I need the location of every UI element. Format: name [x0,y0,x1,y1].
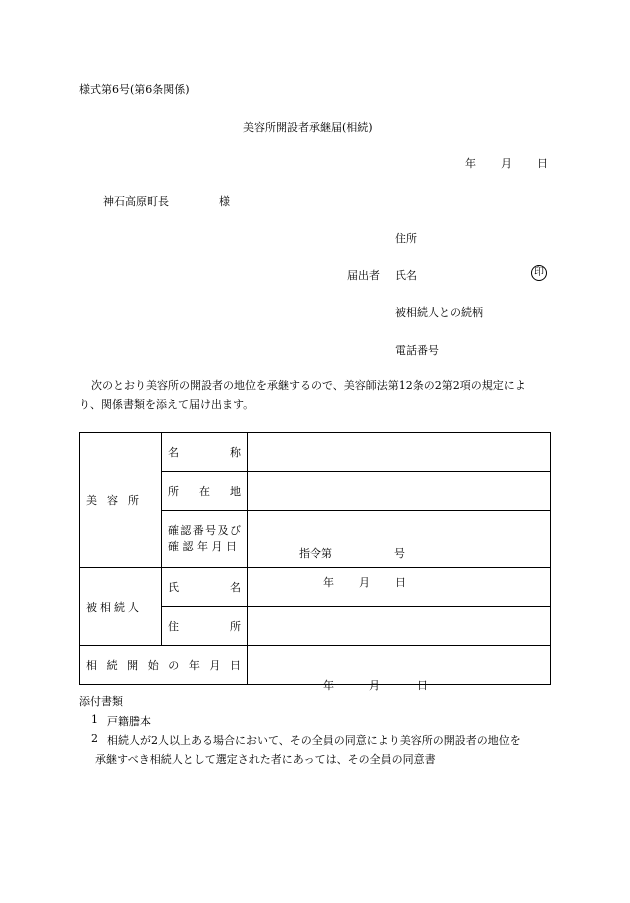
designation-prefix: 指令第 [299,547,332,560]
confirm-value-cell[interactable] [248,511,551,589]
confirm-label-line-1: 確 認 番 号 及 び [168,524,241,537]
confirm-year-label: 年 [323,576,334,589]
seal-mark: 印 [531,265,547,281]
applicant-role-label: 届出者 [347,269,380,282]
inheritance-start-label: 相 続 開 始 の 年 月 日 [86,659,241,672]
attachment-2-line-1: 相続人が2人以上ある場合において、その全員の同意により美容所の開設者の地位を [107,734,521,747]
document-title: 美容所開設者承継届(相続) [243,121,373,134]
date-year-label: 年 [465,157,476,170]
inheritance-year-label: 年 [323,679,334,692]
confirm-month-label: 月 [359,576,370,589]
decedent-address-label: 住 所 [168,620,241,633]
salon-name-label: 名 称 [168,446,241,459]
confirm-label-line-2: 確 認 年 月 日 [168,540,237,553]
decedent-group-label: 被 相 続 人 [86,600,139,614]
salon-group-cell [80,433,162,568]
table-row [80,433,551,472]
inheritance-start-label-cell [80,646,248,685]
applicant-name-label: 氏名 [395,269,417,282]
applicant-relation-label: 被相続人との続柄 [395,306,483,319]
applicant-address-label: 住所 [395,232,417,245]
form-number: 様式第6号(第6条関係) [79,83,190,96]
attachment-2-number: 2 [91,732,98,745]
confirm-label-cell [162,511,248,568]
body-text-line-2: り、関係書類を添えて届け出ます。 [79,398,255,411]
salon-name-value[interactable] [248,433,551,472]
salon-location-value[interactable] [248,472,551,511]
attachment-1-number: 1 [91,713,98,726]
designation-suffix: 号 [394,547,405,560]
addressee-honorific: 様 [219,195,230,208]
date-month-label: 月 [501,157,512,170]
decedent-address-label-cell [162,607,248,646]
date-day-label: 日 [537,157,548,170]
confirm-day-label: 日 [395,576,406,589]
salon-name-label-cell [162,433,248,472]
decedent-name-label-cell [162,568,248,607]
addressee-name: 神石高原町長 [103,195,169,208]
body-text-line-1: 次のとおり美容所の開設者の地位を承継するので、美容師法第12条の2第2項の規定によ [91,379,526,392]
salon-location-label: 所 在 地 [168,485,241,498]
inheritance-day-label: 日 [417,679,428,692]
decedent-address-value[interactable] [248,607,551,646]
inheritance-date-cell[interactable] [248,646,551,692]
table-row [80,646,551,685]
attachment-2-line-2: 承継すべき相続人として選定された者にあっては、その全員の同意書 [95,753,436,766]
attachment-1-text: 戸籍謄本 [107,715,151,728]
salon-group-label: 美 容 所 [86,494,139,507]
inheritance-month-label: 月 [369,679,380,692]
decedent-group-cell [80,568,162,646]
attachments-heading: 添付書類 [79,695,123,708]
table-row [80,568,551,607]
applicant-phone-label: 電話番号 [395,344,439,357]
salon-location-label-cell [162,472,248,511]
notification-table [79,432,551,692]
decedent-name-label: 氏 名 [168,581,241,594]
